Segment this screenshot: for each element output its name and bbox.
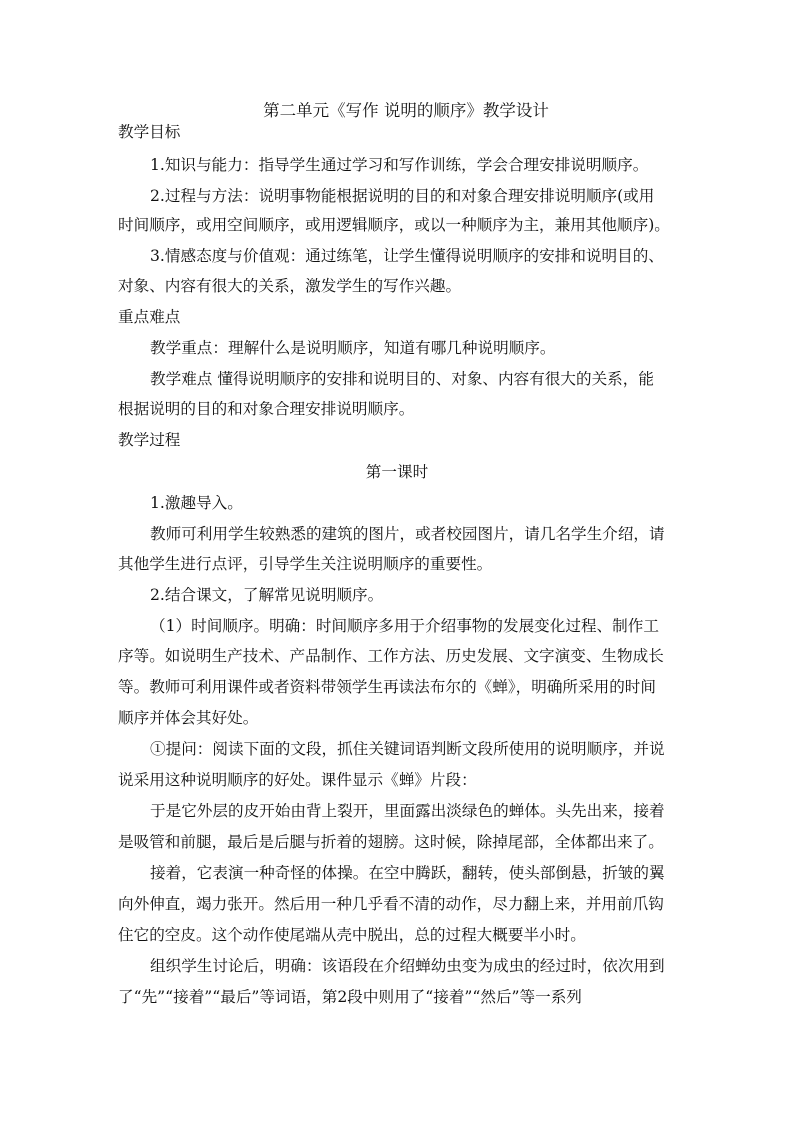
paragraph-line: 3.情感态度与价值观：通过练笔，让学生懂得说明顺序的安排和说明目的、 [150,247,664,265]
paragraph-line: 说采用这种说明顺序的好处。课件显示《蝉》片段： [118,771,477,789]
paragraph-line: 向外伸直，竭力张开。然后用一种几乎看不清的动作，尽力翻上来，并用前爪钩 [118,895,664,913]
paragraph-line: 2.结合课文，了解常见说明顺序。 [150,586,384,604]
paragraph-line: 教学难点 懂得说明顺序的安排和说明目的、对象、内容有很大的关系，能 [150,370,654,388]
paragraph-line: 序等。如说明生产技术、产品制作、工作方法、历史发展、文字演变、生物成长 [118,647,664,665]
paragraph-line: 时间顺序，或用空间顺序，或用逻辑顺序，或以一种顺序为主，兼用其他顺序)。 [118,216,670,234]
paragraph-line: 根据说明的目的和对象合理安排说明顺序。 [118,400,415,418]
paragraph-line: 住它的空皮。这个动作使尾端从壳中脱出，总的过程大概要半小时。 [118,926,586,944]
paragraph-line: 等。教师可利用课件或者资料带领学生再读法布尔的《蝉》，明确所采用的时间 [118,678,656,696]
paragraph-line: 对象、内容有很大的关系，激发学生的写作兴趣。 [118,277,462,295]
paragraph-line: 1.激趣导入。 [150,494,243,512]
paragraph-line: 于是它外层的皮开始由背上裂开，里面露出淡绿色的蝉体。头先出来，接着 [150,802,665,820]
paragraph-line: 教学重点：理解什么是说明顺序，知道有哪几种说明顺序。 [150,339,556,357]
paragraph-line: （1）时间顺序。明确：时间顺序多用于介绍事物的发展变化过程、制作工 [150,617,659,635]
paragraph-line: 1.知识与能力：指导学生通过学习和写作训练，学会合理安排说明顺序。 [150,156,649,174]
paragraph-line: ①提问：阅读下面的文段，抓住关键词语判断文段所使用的说明顺序，并说 [150,740,665,758]
document-title: 第二单元《写作 说明的顺序》教学设计 [263,101,549,120]
section-heading-goals: 教学目标 [118,123,181,141]
paragraph-line: 组织学生讨论后，明确：该语段在介绍蝉幼虫变为成虫的经过时，依次用到 [150,957,665,975]
paragraph-line: 顺序并体会其好处。 [118,709,259,727]
paragraph-line: 是吸管和前腿，最后是后腿与折着的翅膀。这时候，除掉尾部，全体都出来了。 [118,833,664,851]
section-heading-process: 教学过程 [118,431,181,449]
paragraph-line: 其他学生进行点评，引导学生关注说明顺序的重要性。 [118,555,493,573]
paragraph-line: 教师可利用学生较熟悉的建筑的图片，或者校园图片，请几名学生介绍，请 [150,525,665,543]
paragraph-line: 2.过程与方法：说明事物能根据说明的目的和对象合理安排说明顺序(或用 [150,187,655,205]
lesson-heading: 第一课时 [365,463,429,481]
paragraph-line: 了“先”“接着”“最后”等词语，第2段中则用了“接着”“然后”等一系列 [118,988,582,1006]
section-heading-key-points: 重点难点 [118,308,181,326]
paragraph-line: 接着，它表演一种奇怪的体操。在空中腾跃，翻转，使头部倒悬，折皱的翼 [150,864,665,882]
